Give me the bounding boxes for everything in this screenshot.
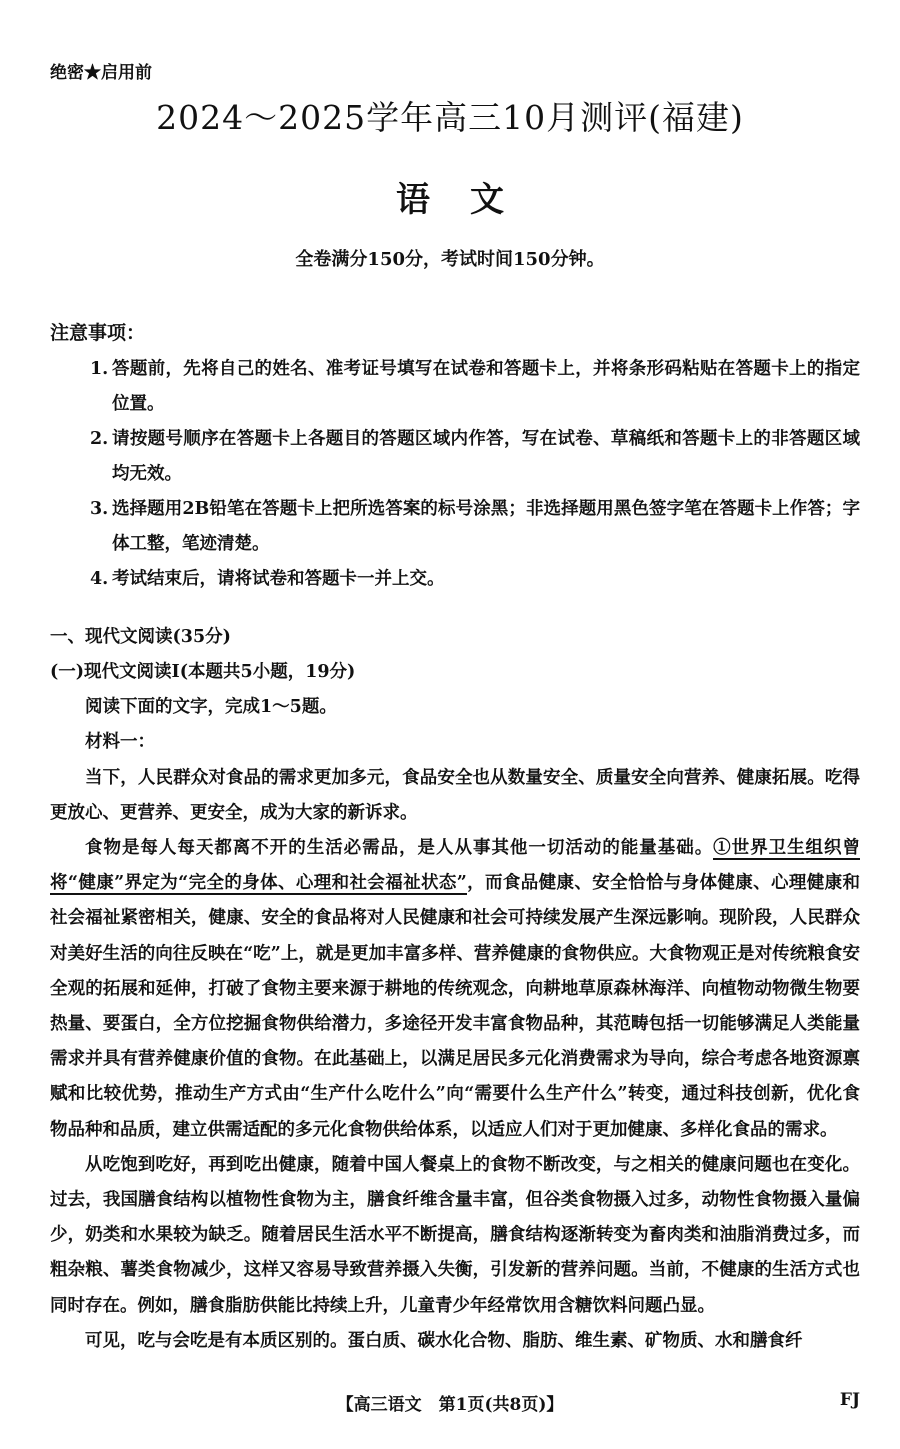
notice-item [90,422,860,492]
notice-item [90,352,860,422]
passage-paragraph-2 [50,831,860,1148]
passage-paragraph-1: 当下，人民群众对食品的需求更加多元，食品安全也从数量安全、质量安全向营养、健康拓展。吃得更放心、更营养、更安全，成为大家的新诉求。 [50,767,860,823]
section-subheading: (一)现代文阅读Ⅰ(本题共5小题，19分) [50,662,356,682]
passage-text: 食物是每人每天都离不开的生活必需品，是人从事其他一切活动的能量基础。 [85,838,714,859]
notice-item-text: 选择题用2B铅笔在答题卡上把所选答案的标号涂黑；非选择题用黑色签字笔在答题卡上作答；字体工整，笔迹清楚。 [112,499,860,554]
notice-heading: 注意事项： [50,322,146,344]
section-heading-block [50,620,231,655]
reading-passage [50,655,860,1359]
reading-instruction: 阅读下面的文字，完成1～5题。 [85,697,337,718]
notice-item [90,492,860,562]
confidential-mark: 绝密★启用前 [50,63,152,83]
material-label: 材料一： [85,732,155,753]
passage-paragraph-3: 从吃饱到吃好，再到吃出健康，随着中国人餐桌上的食物不断改变，与之相关的健康问题也在变化。过去，我国膳食结构以植物性食物为主，膳食纤维含量丰富，但谷类食物摄入过多，动物性食物摄入量偏少，奶类和水果较为缺乏。随着居民生活水平不断提高，膳食结构逐渐转变为畜肉类和油脂消费过多，而粗杂粮、薯类食物减少，这样又容易导致营养摄入失衡，引发新的营养问题。当前，不健康的生活方式也同时存在。例如，膳食脂肪供能比持续上升，儿童青少年经常饮用含糖饮料问题凸显。 [50,1154,860,1316]
score-line: 全卷满分150分，考试时间150分钟。 [295,249,605,270]
notice-item-number: 1. [90,359,109,379]
underlined-sentence-1: ①世界卫生组织曾将“健康”界定为“完全的身体、心理和社会福祉状态” [50,838,861,894]
notice-item [90,562,860,597]
subject-title: 语文 [396,180,544,220]
notice-list [90,352,860,597]
notice-item-text: 答题前，先将自己的姓名、准考证号填写在试卷和答题卡上，并将条形码粘贴在答题卡上的指定位置。 [112,359,860,414]
notice-item-number: 4. [90,569,109,589]
passage-paragraph-4: 可见，吃与会吃是有本质区别的。蛋白质、碳水化合物、脂肪、维生素、矿物质、水和膳食纤 [85,1330,803,1351]
notice-item-text: 请按题号顺序在答题卡上各题目的答题区域内作答，写在试卷、草稿纸和答题卡上的非答题区域均无效。 [112,429,860,484]
page-footer: 【高三语文 第1页(共8页)】 [336,1395,564,1415]
passage-text: ，而食品健康、安全恰恰与身体健康、心理健康和社会福祉紧密相关，健康、安全的食品将对人民健康和社会可持续发展产生深远影响。现阶段，人民群众对美好生活的向往反映在“吃”上，就是更加丰富多样、营养健康的食物供应。大食物观正是对传统粮食安全观的拓展和延伸，打破了食物主要来源于耕地的传统观念，向耕地草原森林海洋、向植物动物微生物要热量、要蛋白，全方位挖掘食物供给潜力，多途径开发丰富食物品种，其范畴包括一切能够满足人类能量需求并具有营养健康价值的食物。在此基础上，以满足居民多元化消费需求为导向，综合考虑各地资源禀赋和比较优势，推动生产方式由“生产什么吃什么”向“需要什么生产什么”转变，通过科技创新，优化食物品种和品质，建立供需适配的多元化食物供给体系，以适应人们对于更加健康、多样化食品的需求。 [50,873,861,1140]
section-heading: 一、现代文阅读(35分) [50,627,231,647]
exam-title: 2024～2025学年高三10月测评(福建) [156,98,744,137]
notice-item-text: 考试结束后，请将试卷和答题卡一并上交。 [112,569,445,589]
notice-item-number: 2. [90,429,109,449]
region-code: FJ [839,1390,860,1410]
notice-item-number: 3. [90,499,109,519]
